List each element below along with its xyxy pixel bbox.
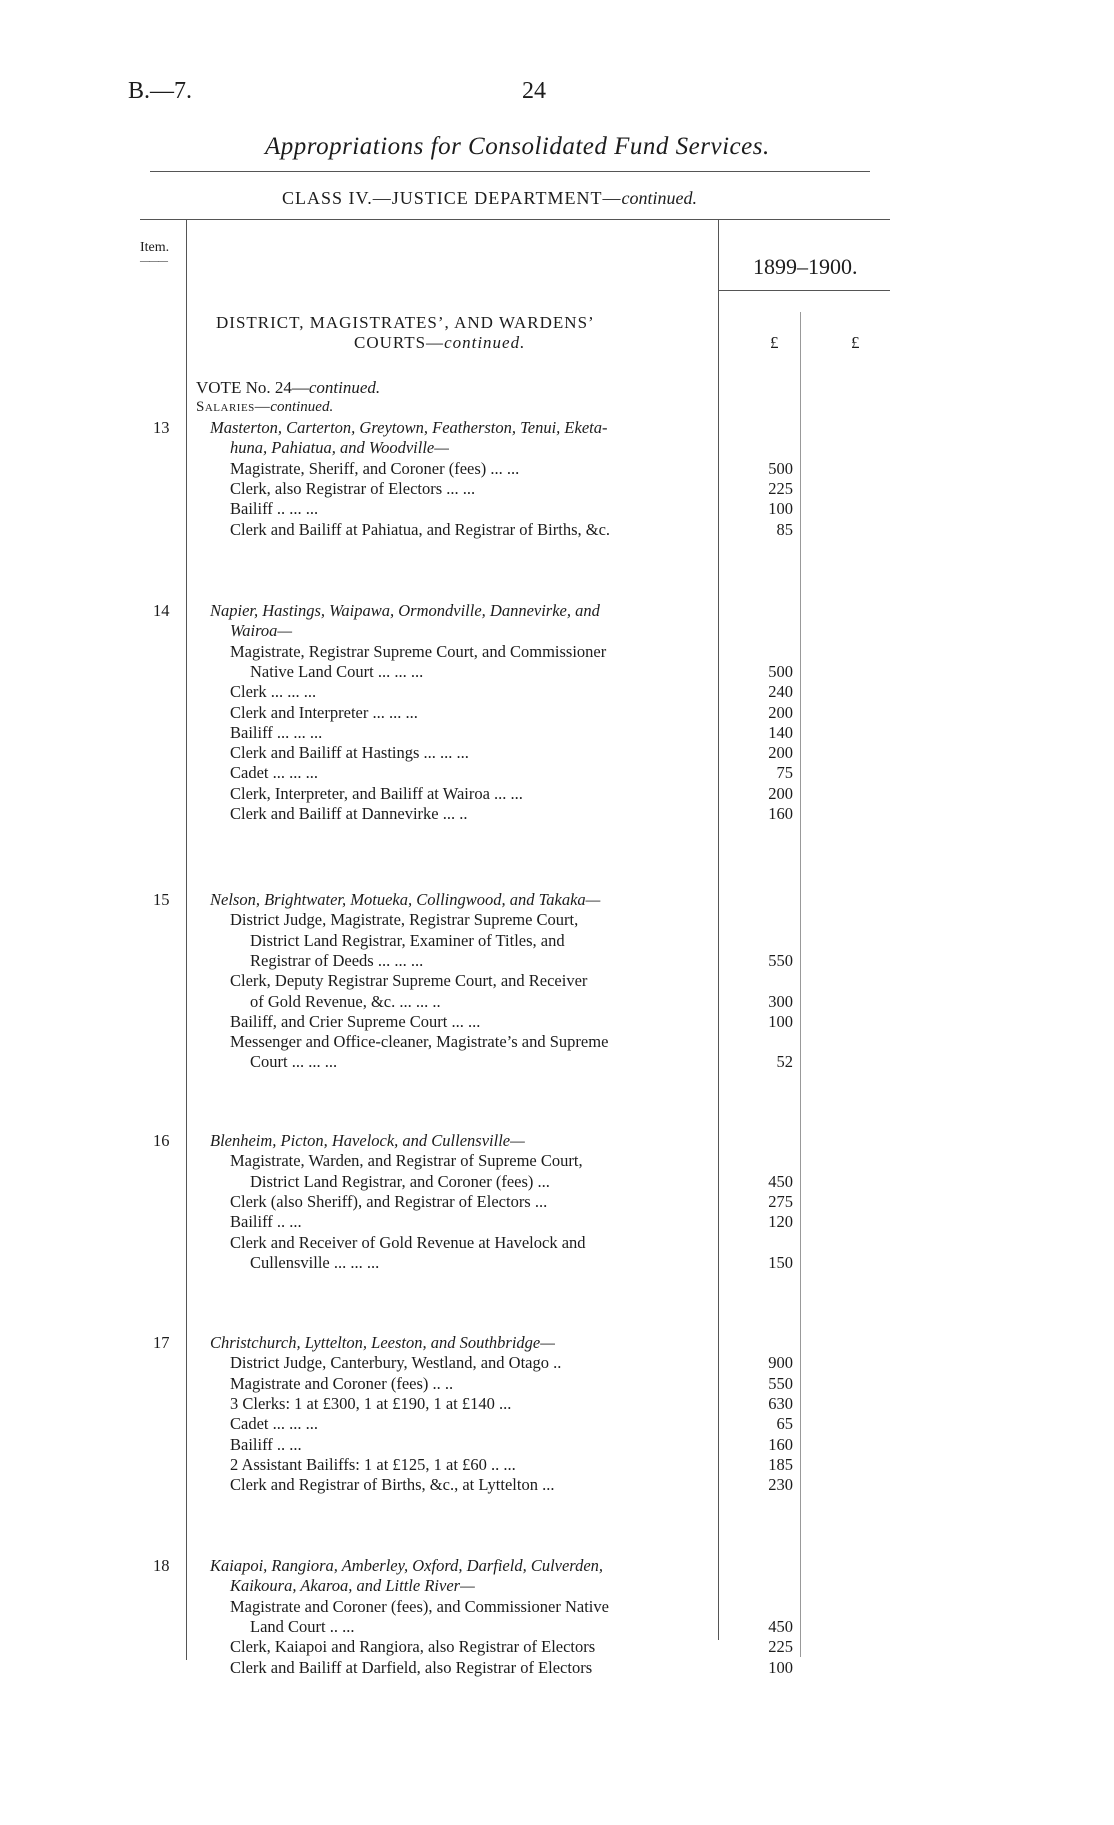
item-heading: Masterton, Carterton, Greytown, Featherston, Tenui, Eketa- <box>210 418 608 437</box>
appropriation-amount: 150 <box>768 1252 793 1272</box>
item-heading: Napier, Hastings, Waipawa, Ormondville, Dannevirke, and <box>210 601 600 620</box>
table-top-rule <box>140 219 890 220</box>
year-header-rule <box>718 290 890 291</box>
page-title: Appropriations for Consolidated Fund Services. <box>265 133 770 160</box>
appropriation-amount: 500 <box>768 661 793 681</box>
appropriation-label: District Judge, Canterbury, Westland, and Otago .. <box>230 1353 562 1373</box>
vote-heading <box>196 378 380 398</box>
item-number: 16 <box>153 1131 170 1150</box>
appropriation-amount: 120 <box>768 1212 793 1232</box>
appropriation-label: Clerk, Interpreter, and Bailiff at Wairoa ... ... <box>230 783 523 803</box>
section-title-courts: COURTS— <box>354 333 445 352</box>
item-column-rule <box>186 220 187 1660</box>
appropriation-amount: 65 <box>776 1414 793 1434</box>
appropriation-label: District Land Registrar, Examiner of Titles, and <box>250 930 565 950</box>
item-heading: Wairoa— <box>230 621 293 641</box>
section-title <box>216 313 716 353</box>
item-column-label: Item. <box>140 240 170 255</box>
appropriation-label: Bailiff .. ... <box>230 1434 302 1454</box>
appropriation-label: Bailiff, and Crier Supreme Court ... ... <box>230 1011 481 1031</box>
class-heading <box>282 188 697 209</box>
document-reference: B.—7. <box>128 78 193 104</box>
appropriation-label: Clerk and Bailiff at Dannevirke ... .. <box>230 804 468 823</box>
appropriation-amount: 100 <box>768 1657 793 1677</box>
section-title-line-1: DISTRICT, MAGISTRATES’, AND WARDENS’ <box>216 313 595 332</box>
appropriation-label: Bailiff ... ... ... <box>230 722 323 742</box>
appropriation-label: Cadet ... ... ... <box>230 763 318 783</box>
class-heading-cont: continued. <box>621 188 697 208</box>
appropriation-label: Clerk and Receiver of Gold Revenue at Havelock and <box>230 1232 586 1252</box>
item-heading: Blenheim, Picton, Havelock, and Cullensville— <box>210 1131 525 1150</box>
appropriation-amount: 200 <box>768 743 793 763</box>
class-heading-main: CLASS IV.—JUSTICE DEPARTMENT— <box>282 188 622 208</box>
appropriation-amount: 225 <box>768 478 793 498</box>
appropriation-amount: 100 <box>768 499 793 519</box>
appropriation-label: Magistrate, Sheriff, and Coroner (fees) ... ... <box>230 458 520 478</box>
currency-symbol-2: £ <box>851 333 860 352</box>
appropriation-amount: 225 <box>768 1637 793 1657</box>
item-heading: Nelson, Brightwater, Motueka, Collingwood, and Takaka— <box>210 890 601 909</box>
appropriation-label: Bailiff .. ... ... <box>230 499 319 519</box>
appropriation-label: District Judge, Magistrate, Registrar Supreme Court, <box>230 910 579 930</box>
subtotal-column-rule <box>800 312 801 1657</box>
appropriation-amount: 140 <box>768 722 793 742</box>
appropriation-label: Clerk and Bailiff at Pahiatua, and Registrar of Births, &c. <box>230 519 611 539</box>
item-heading: Kaikoura, Akaroa, and Little River— <box>230 1576 475 1596</box>
appropriation-amount: 75 <box>776 763 793 783</box>
appropriation-label: Registrar of Deeds ... ... ... <box>250 950 424 970</box>
appropriation-label: Magistrate and Coroner (fees) .. .. <box>230 1373 454 1393</box>
item-column-header <box>140 240 169 267</box>
appropriation-amount: 275 <box>768 1191 793 1211</box>
salaries-label: Salaries— <box>196 399 271 415</box>
item-number: 13 <box>153 418 170 437</box>
appropriation-amount: 85 <box>776 519 793 539</box>
title-rule <box>150 171 870 172</box>
appropriation-label: 2 Assistant Bailiffs: 1 at £125, 1 at £60 .. ... <box>230 1454 516 1474</box>
appropriation-amount: 100 <box>768 1011 793 1031</box>
appropriation-label: Clerk, Deputy Registrar Supreme Court, and Receiver <box>230 971 588 991</box>
appropriation-label: of Gold Revenue, &c. ... ... .. <box>250 991 441 1011</box>
appropriation-label: Clerk (also Sheriff), and Registrar of Electors ... <box>230 1191 548 1211</box>
appropriation-amount: 230 <box>768 1475 793 1495</box>
item-heading: huna, Pahiatua, and Woodville— <box>230 438 449 458</box>
appropriation-amount: 185 <box>768 1454 793 1474</box>
appropriation-label: Clerk and Interpreter ... ... ... <box>230 702 418 722</box>
appropriation-amount: 52 <box>776 1052 793 1072</box>
appropriation-label: Clerk and Bailiff at Darfield, also Registrar of Electors <box>230 1657 593 1677</box>
appropriation-amount: 550 <box>768 950 793 970</box>
year-column-header: 1899–1900. <box>753 254 858 279</box>
appropriation-label: Native Land Court ... ... ... <box>250 661 424 681</box>
vote-cont: continued. <box>308 378 381 397</box>
appropriation-amount: 450 <box>768 1171 793 1191</box>
appropriation-label: Clerk and Registrar of Births, &c., at Lyttelton ... <box>230 1475 555 1495</box>
appropriation-amount: 500 <box>768 458 793 478</box>
page-number: 24 <box>522 78 546 104</box>
currency-symbol-1: £ <box>770 333 779 352</box>
appropriation-amount: 450 <box>768 1616 793 1636</box>
appropriation-amount: 160 <box>768 1434 793 1454</box>
appropriation-label: Clerk and Bailiff at Hastings ... ... ... <box>230 743 469 763</box>
appropriation-amount: 240 <box>768 682 793 702</box>
appropriation-label: Land Court .. ... <box>250 1616 355 1636</box>
item-number: 15 <box>153 890 170 909</box>
appropriation-label: Clerk, also Registrar of Electors ... ... <box>230 478 476 498</box>
vote-label: VOTE No. 24— <box>196 378 309 397</box>
appropriation-amount: 900 <box>768 1353 793 1373</box>
salaries-heading <box>196 397 333 417</box>
appropriation-label: Court ... ... ... <box>250 1052 338 1072</box>
amount-column-rule <box>718 220 719 1640</box>
item-number: 18 <box>153 1556 170 1575</box>
appropriation-label: Magistrate and Coroner (fees), and Commissioner Native <box>230 1596 609 1616</box>
item-heading: Kaiapoi, Rangiora, Amberley, Oxford, Darfield, Culverden, <box>210 1556 604 1575</box>
section-title-line-2 <box>216 333 716 353</box>
appropriation-amount: 160 <box>768 804 793 823</box>
appropriation-label: Cadet ... ... ... <box>230 1414 318 1434</box>
appropriation-label: Messenger and Office-cleaner, Magistrate’s and Supreme <box>230 1032 609 1052</box>
appropriation-label: Cullensville ... ... ... <box>250 1252 380 1272</box>
appropriation-label: Bailiff .. ... <box>230 1212 302 1232</box>
appropriation-amount: 200 <box>768 783 793 803</box>
appropriation-amount: 300 <box>768 991 793 1011</box>
appropriation-amount: 550 <box>768 1373 793 1393</box>
item-heading: Christchurch, Lyttelton, Leeston, and Southbridge— <box>210 1333 555 1352</box>
appropriation-label: Magistrate, Registrar Supreme Court, and Commissioner <box>230 641 607 661</box>
appropriation-label: District Land Registrar, and Coroner (fees) ... <box>250 1171 550 1191</box>
appropriation-label: Clerk ... ... ... <box>230 682 317 702</box>
salaries-cont: continued. <box>270 399 334 415</box>
appropriation-label: Magistrate, Warden, and Registrar of Supreme Court, <box>230 1151 583 1171</box>
item-number: 17 <box>153 1333 170 1352</box>
appropriation-label: Clerk, Kaiapoi and Rangiora, also Registrar of Electors <box>230 1637 596 1657</box>
section-title-cont: continued. <box>444 333 526 352</box>
item-number: 14 <box>153 601 170 620</box>
appropriation-label: 3 Clerks: 1 at £300, 1 at £190, 1 at £140 ... <box>230 1393 512 1413</box>
appropriation-amount: 200 <box>768 702 793 722</box>
item-column-dash: ——— <box>140 256 167 267</box>
appropriation-amount: 630 <box>768 1393 793 1413</box>
